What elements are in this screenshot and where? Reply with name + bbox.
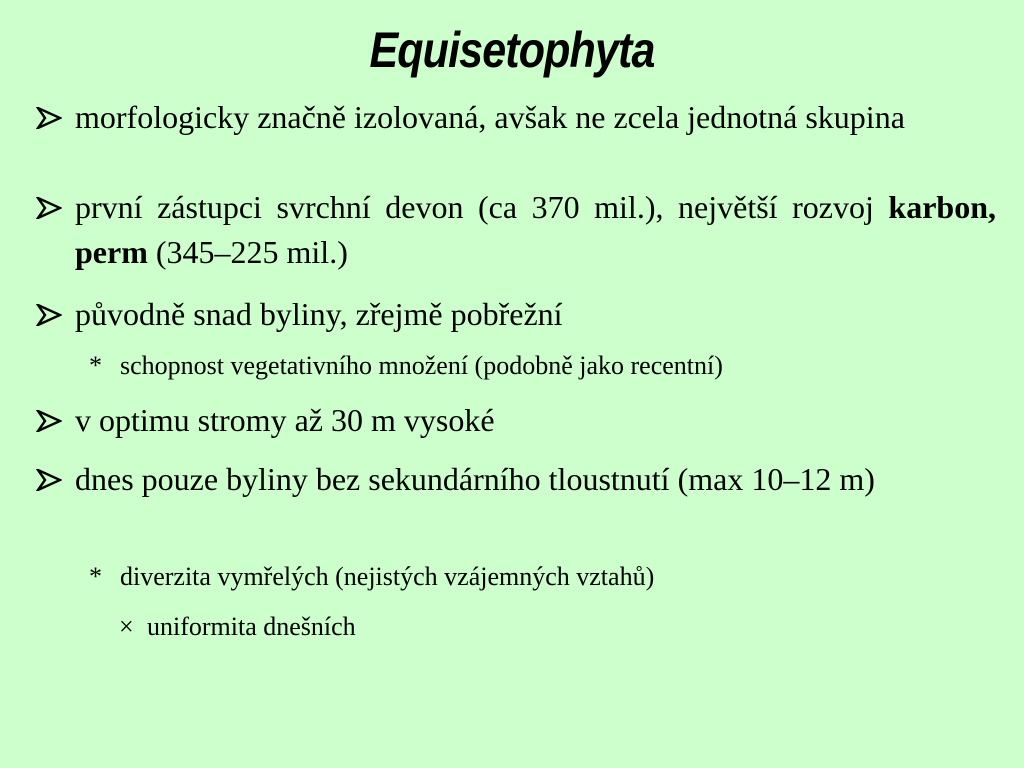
bullet-text: [75, 185, 996, 275]
bullet-text-part: (345–225 mil.): [147, 234, 348, 270]
bullet-text-bold: karbon, perm: [75, 189, 996, 270]
bullet-text: v optimu stromy až 30 m vysoké: [75, 402, 495, 438]
contrast-line: [119, 610, 356, 644]
bullet-text: původně snad byliny, zřejmě pobřežní: [75, 296, 563, 332]
arrowhead-bullet-icon: [36, 107, 62, 129]
arrowhead-bullet-icon: [36, 410, 62, 432]
bullet-item: [36, 185, 996, 275]
arrowhead-bullet-icon: [36, 197, 62, 219]
arrowhead-bullet-icon: [36, 304, 62, 326]
bullet-item: [36, 95, 996, 140]
subpoint-item: [89, 560, 654, 594]
bullet-item: [36, 292, 996, 337]
bullet-text: morfologicky značně izolovaná, avšak ne zcela jednotná skupina: [75, 99, 905, 135]
cross-marker: ×: [119, 612, 134, 641]
bullet-text-part: první zástupci svrchní devon (ca 370 mil.), největší rozvoj: [75, 189, 889, 225]
bullet-text: dnes pouze byliny bez sekundárního tloustnutí (max 10–12 m): [75, 461, 875, 497]
arrowhead-bullet-icon: [36, 469, 62, 491]
subpoint-item: [89, 349, 723, 383]
contrast-text: uniformita dnešních: [147, 612, 356, 641]
asterisk-marker: *: [89, 351, 102, 380]
subpoint-text: schopnost vegetativního množení (podobně jako recentní): [120, 351, 723, 380]
asterisk-marker: *: [89, 562, 102, 591]
bullet-item: [36, 398, 996, 443]
subpoint-text: diverzita vymřelých (nejistých vzájemných vztahů): [120, 562, 655, 591]
bullet-item: [36, 457, 996, 502]
slide-title: Equisetophyta: [369, 22, 655, 78]
